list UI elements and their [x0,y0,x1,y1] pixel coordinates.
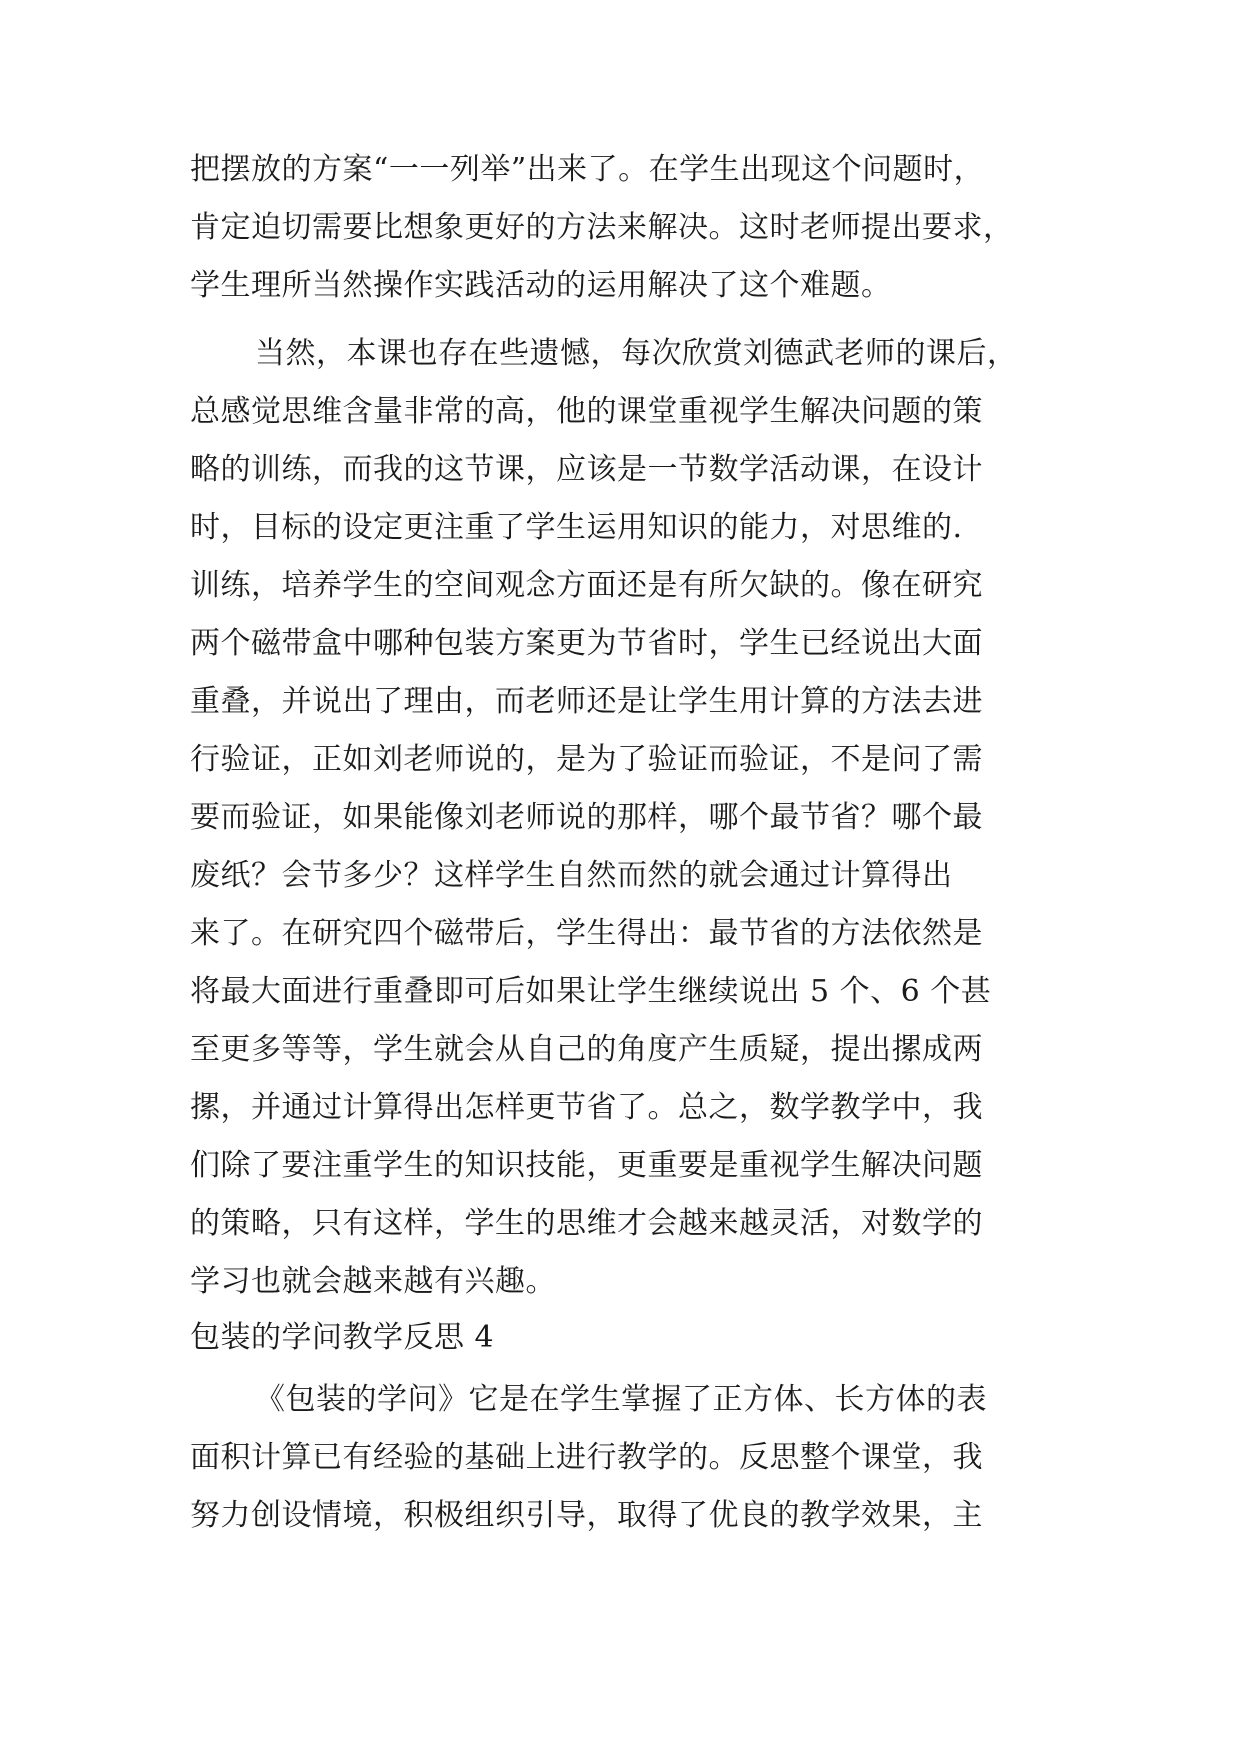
section-heading: 包装的学问教学反思 4 [190,1320,495,1355]
text-line: 将最大面进行重叠即可后如果让学生继续说出 5 个、6 个甚 [190,974,992,1009]
text-line: 总感觉思维含量非常的高，他的课堂重视学生解决问题的策 [190,394,983,429]
text-line: 学生理所当然操作实践活动的运用解决了这个难题。 [190,268,892,303]
text-line: 肯定迫切需要比想象更好的方法来解决。这时老师提出要求， [190,210,1014,245]
text-line: 努力创设情境，积极组织引导，取得了优良的教学效果，主 [190,1498,983,1533]
text-line: 们除了要注重学生的知识技能，更重要是重视学生解决问题 [190,1148,983,1183]
text-line: 学习也就会越来越有兴趣。 [190,1264,556,1299]
text-line: 至更多等等，学生就会从自己的角度产生质疑，提出摞成两 [190,1032,983,1067]
text-line: 要而验证，如果能像刘老师说的那样，哪个最节省？哪个最 [190,800,983,835]
paragraph-start-line: 当然，本课也存在些遗憾，每次欣赏刘德武老师的课后， [255,336,1018,371]
paragraph-start-line: 《包装的学问》它是在学生掌握了正方体、长方体的表 [255,1382,987,1417]
text-line: 训练，培养学生的空间观念方面还是有所欠缺的。像在研究 [190,568,983,603]
text-line: 时，目标的设定更注重了学生运用知识的能力，对思维的. [190,510,963,545]
text-line: 来了。在研究四个磁带后，学生得出：最节省的方法依然是 [190,916,983,951]
text-line: 行验证，正如刘老师说的，是为了验证而验证，不是问了需 [190,742,983,777]
text-line: 废纸？会节多少？这样学生自然而然的就会通过计算得出 [190,858,953,893]
text-line: 把摆放的方案“一一列举”出来了。在学生出现这个问题时， [190,152,985,187]
text-line: 略的训练，而我的这节课，应该是一节数学活动课，在设计 [190,452,983,487]
text-line: 摞，并通过计算得出怎样更节省了。总之，数学教学中，我 [190,1090,983,1125]
text-line: 面积计算已有经验的基础上进行教学的。反思整个课堂，我 [190,1440,983,1475]
text-line: 的策略，只有这样，学生的思维才会越来越灵活，对数学的 [190,1206,983,1241]
text-line: 重叠，并说出了理由，而老师还是让学生用计算的方法去进 [190,684,983,719]
text-line: 两个磁带盒中哪种包装方案更为节省时，学生已经说出大面 [190,626,983,661]
